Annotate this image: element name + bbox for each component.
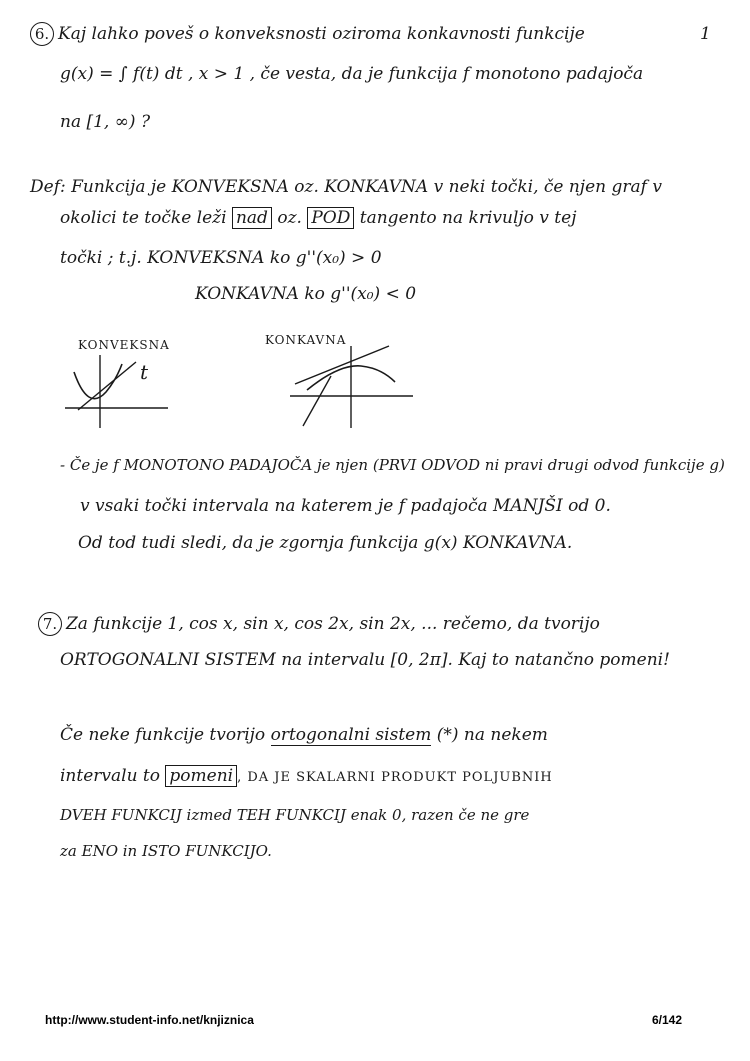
- answer-7-line-1: Če neke funkcije tvorijo ortogonalni sistem (*) na nekem: [60, 725, 548, 745]
- question-6-number: 6.: [30, 22, 54, 46]
- question-6-line-2: g(x) = ∫ f(t) dt , x > 1 , če vesta, da je funkcija f monotono padajoča: [60, 64, 644, 84]
- question-6-line-3: na [1, ∞) ?: [60, 112, 151, 132]
- definition-line-2: okolici te točke leži nad oz. POD tangento na krivuljo v tej: [60, 208, 577, 228]
- konkavna-label: KONKAVNA: [265, 333, 347, 347]
- answer-7-line-2: intervalu to pomeni , DA JE SKALARNI PRODUKT POLJUBNIH: [60, 766, 553, 786]
- pod-boxed: POD: [307, 207, 354, 229]
- definition-line-3: točki ; t.j. KONVEKSNA ko g''(x₀) > 0: [60, 248, 382, 268]
- reasoning-line-1: - Če je f MONOTONO PADAJOČA je njen (PRVI ODVOD ni pravi drugi odvod funkcije g): [60, 456, 725, 474]
- question-6-line-1: 6. Kaj lahko poveš o konveksnosti oziroma konkavnosti funkcije: [30, 22, 585, 46]
- page-mark: 1: [700, 24, 711, 44]
- reasoning-line-2: v vsaki točki intervala na katerem je f padajoča MANJŠI od 0.: [80, 496, 611, 516]
- konkavna-graph: [285, 342, 415, 432]
- pomeni-boxed: pomeni: [165, 765, 237, 787]
- question-7-line-1: 7. Za funkcije 1, cos x, sin x, cos 2x, sin 2x, ... rečemo, da tvorijo: [38, 612, 600, 636]
- ortogonalni-sistem-underlined: ortogonalni sistem: [270, 725, 432, 745]
- question-7-line-2: ORTOGONALNI SISTEM na intervalu [0, 2π]. Kaj to natančno pomeni!: [60, 650, 670, 670]
- answer-7-line-3: DVEH FUNKCIJ izmed TEH FUNKCIJ enak 0, razen če ne gre: [60, 806, 530, 824]
- definition-line-4: KONKAVNA ko g''(x₀) < 0: [195, 284, 417, 304]
- footer-url: http://www.student-info.net/knjiznica: [45, 1013, 254, 1027]
- konveksna-graph: [60, 350, 170, 430]
- nad-boxed: nad: [232, 207, 272, 229]
- konveksna-label: KONVEKSNA: [78, 338, 170, 352]
- reasoning-line-3: Od tod tudi sledi, da je zgornja funkcija g(x) KONKAVNA.: [78, 533, 573, 553]
- tangent-label: t: [140, 360, 149, 384]
- definition-line-1: Def: Funkcija je KONVEKSNA oz. KONKAVNA v neki točki, če njen graf v: [30, 177, 662, 197]
- footer-page-number: 6/142: [652, 1013, 683, 1027]
- question-7-number: 7.: [38, 612, 62, 636]
- answer-7-line-4: za ENO in ISTO FUNKCIJO.: [60, 842, 272, 860]
